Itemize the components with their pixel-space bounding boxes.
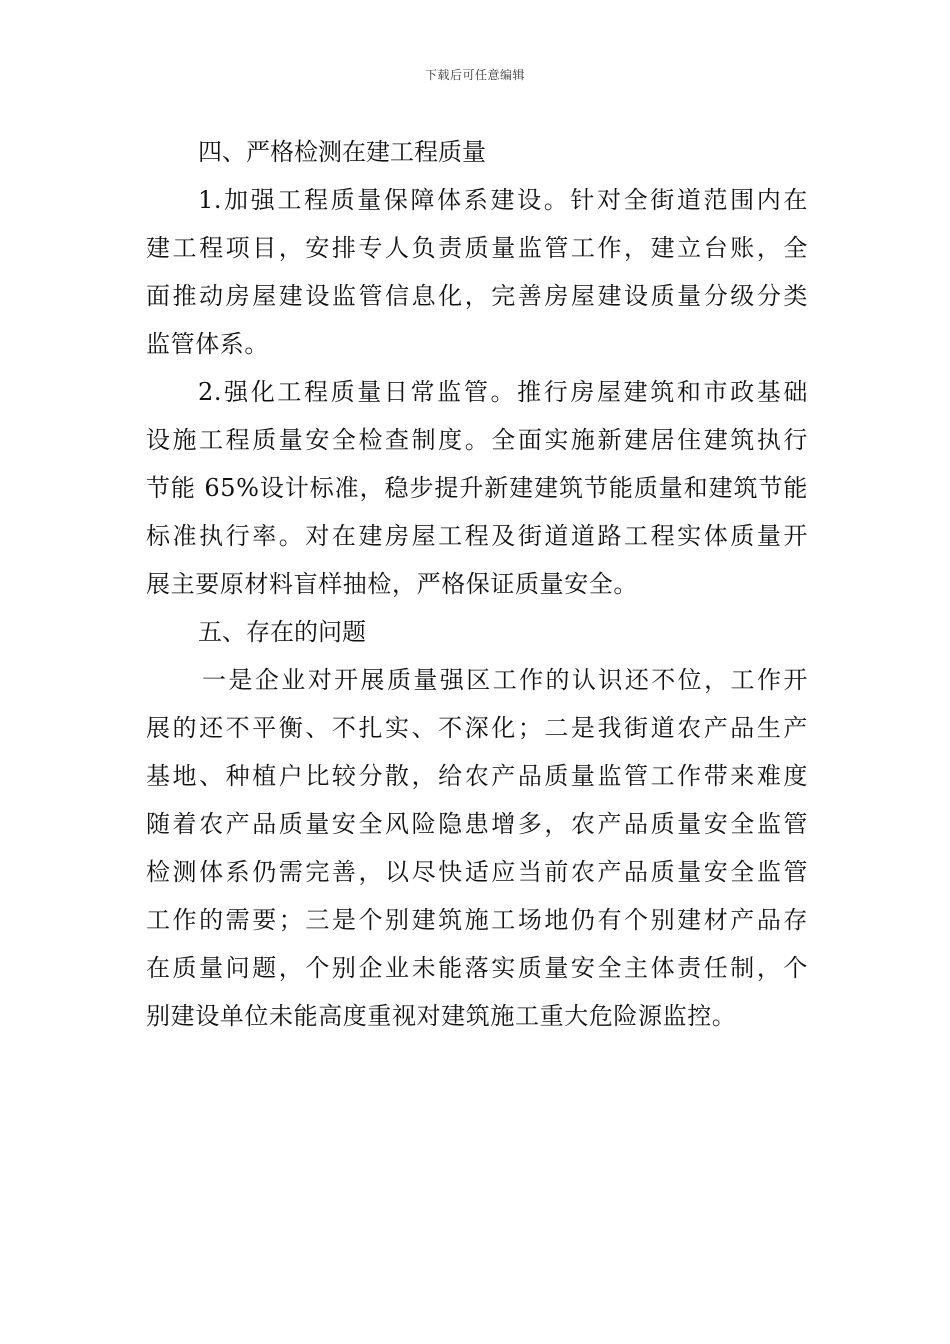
paragraph-line: 别建设单位未能高度重视对建筑施工重大危险源监控。 <box>146 1002 737 1030</box>
header-note: 下载后可任意编辑 <box>424 68 525 82</box>
paragraph-line: 在质量问题，个别企业未能落实质量安全主体责任制，个 <box>146 954 808 982</box>
paragraph-line: 2.强化工程质量日常监管。推行房屋建筑和市政基础 <box>198 378 808 406</box>
paragraph-line: 1.加强工程质量保障体系建设。针对全街道范围内在 <box>198 186 808 214</box>
paragraph-line: 标准执行率。对在建房屋工程及街道道路工程实体质量开 <box>146 522 808 550</box>
section-heading-4: 四、严格检测在建工程质量 <box>198 138 486 166</box>
paragraph-line: 建工程项目，安排专人负责质量监管工作，建立台账，全 <box>146 234 808 262</box>
paragraph-2 <box>146 368 808 608</box>
paragraph-line: 工作的需要；三是个别建筑施工场地仍有个别建材产品存 <box>146 906 808 934</box>
paragraph-line: 设施工程质量安全检查制度。全面实施新建居住建筑执行 <box>146 426 808 454</box>
paragraph-3 <box>146 656 808 1040</box>
paragraph-line: 展主要原材料盲样抽检，严格保证质量安全。 <box>146 570 638 598</box>
paragraph-line: 基地、种植户比较分散，给农产品质量监管工作带来难度 <box>146 762 808 790</box>
paragraph-line: 面推动房屋建设监管信息化，完善房屋建设质量分级分类 <box>146 282 808 310</box>
paragraph-1 <box>146 176 808 368</box>
section-heading-5: 五、存在的问题 <box>198 618 366 646</box>
paragraph-line: 检测体系仍需完善，以尽快适应当前农产品质量安全监管 <box>146 858 808 886</box>
paragraph-line: 节能 65%设计标准，稳步提升新建建筑节能质量和建筑节能 <box>146 474 808 502</box>
paragraph-line: 随着农产品质量安全风险隐患增多，农产品质量安全监管 <box>146 810 808 838</box>
paragraph-line: 一是企业对开展质量强区工作的认识还不位，工作开 <box>202 666 808 694</box>
paragraph-line: 展的还不平衡、不扎实、不深化；二是我街道农产品生产 <box>146 714 808 742</box>
document-body <box>146 128 808 1040</box>
paragraph-line: 监管体系。 <box>146 330 269 358</box>
